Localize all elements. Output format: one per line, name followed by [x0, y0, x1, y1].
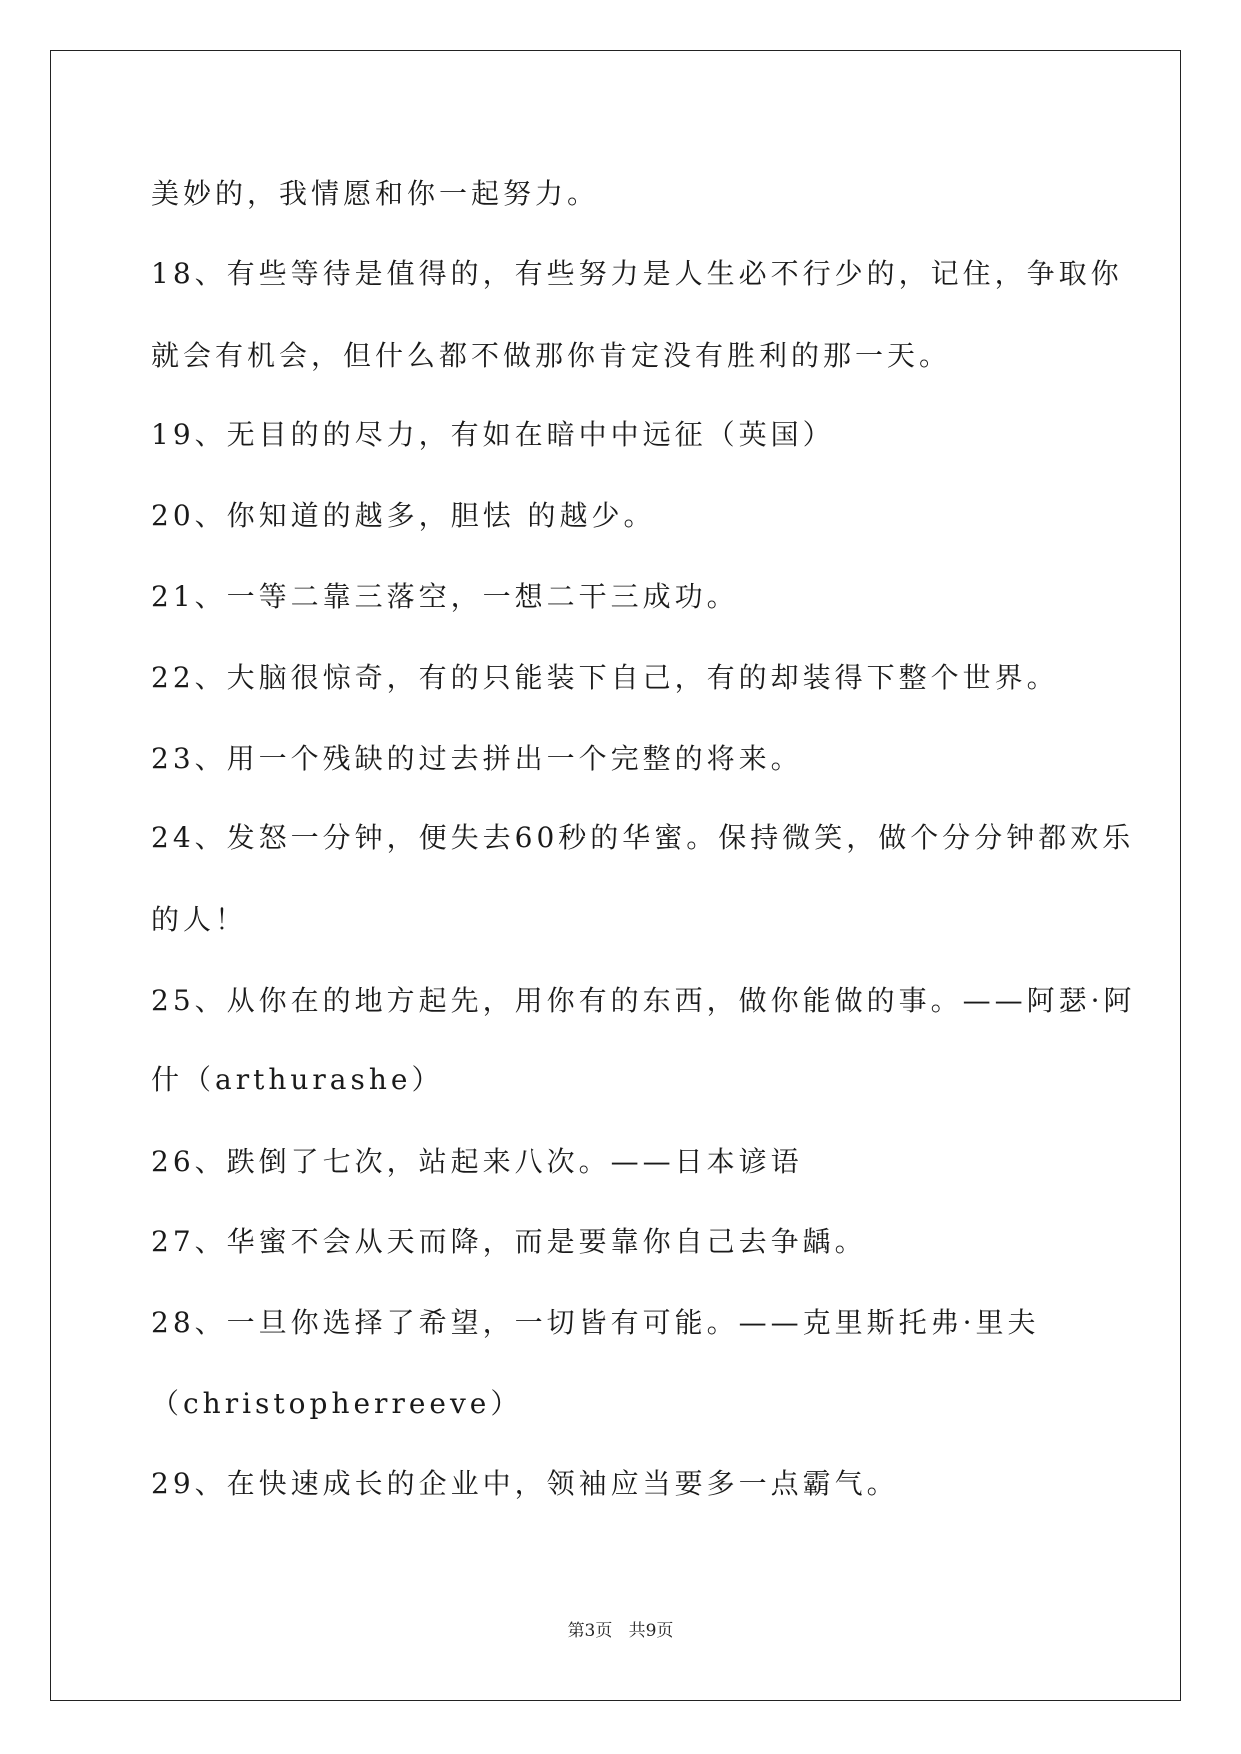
current-page: 第3页: [567, 1621, 613, 1641]
text-line: 20、你知道的越多，胆怯 的越少。: [151, 499, 656, 532]
text-line: 29、在快速成长的企业中，领袖应当要多一点霸气。: [151, 1467, 899, 1500]
text-line: 21、一等二靠三落空，一想二干三成功。: [151, 580, 739, 613]
text-line: 23、用一个残缺的过去拼出一个完整的将来。: [151, 742, 803, 775]
text-line: 就会有机会，但什么都不做那你肯定没有胜利的那一天。: [151, 339, 952, 372]
page-footer: [0, 1616, 1241, 1641]
text-line: 27、华蜜不会从天而降，而是要靠你自己去争龋。: [151, 1225, 867, 1258]
total-pages: 共9页: [628, 1621, 674, 1641]
text-line: 18、有些等待是值得的，有些努力是人生必不行少的，记住，争取你: [151, 257, 1123, 290]
text-line: 26、跌倒了七次，站起来八次。——日本谚语: [151, 1145, 803, 1178]
text-line: （christopherreeve）: [151, 1387, 523, 1420]
text-line: 24、发怒一分钟，便失去60秒的华蜜。保持微笑，做个分分钟都欢乐: [151, 821, 1135, 854]
text-line: 的人！: [151, 903, 248, 936]
text-line: 美妙的，我情愿和你一起努力。: [151, 177, 600, 210]
text-line: 什（arthurashe）: [151, 1063, 444, 1096]
text-line: 28、一旦你选择了希望，一切皆有可能。——克里斯托弗·里夫: [151, 1306, 1040, 1339]
text-line: 19、无目的的尽力，有如在暗中中远征（英国）: [151, 418, 835, 451]
page-border: [50, 50, 1181, 1701]
text-line: 22、大脑很惊奇，有的只能装下自己，有的却装得下整个世界。: [151, 661, 1059, 694]
text-line: 25、从你在的地方起先，用你有的东西，做你能做的事。——阿瑟·阿: [151, 984, 1136, 1017]
